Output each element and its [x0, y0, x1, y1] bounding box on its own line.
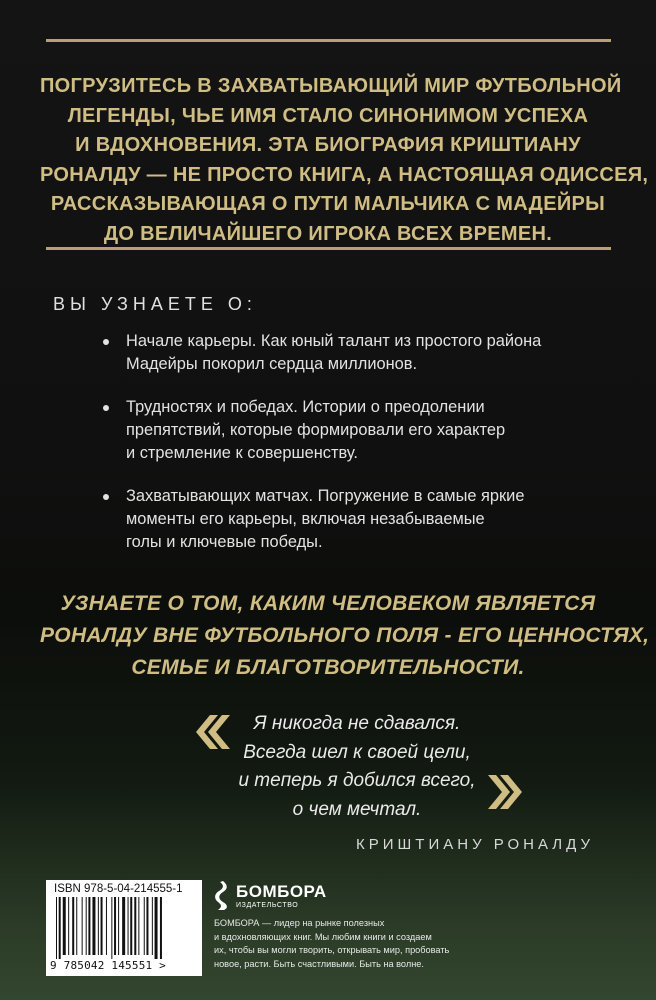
quote-line: и теперь я добился всего,: [238, 770, 476, 791]
barcode-bar: [146, 897, 148, 955]
isbn-number: ISBN 978-5-04-214555-1: [54, 883, 183, 895]
list-item-line: Мадейры покорил сердца миллионов.: [126, 355, 418, 373]
publisher-name: БОМБОРА: [236, 882, 327, 901]
intro-line: РОНАЛДУ — НЕ ПРОСТО КНИГА, А НАСТОЯЩАЯ ОДИССЕЯ,: [40, 163, 649, 186]
barcode-bar: [86, 897, 87, 955]
list-item: [103, 396, 603, 465]
barcode-bar: [114, 897, 116, 955]
callout-line: РОНАЛДУ ВНЕ ФУТБОЛЬНОГО ПОЛЯ - ЕГО ЦЕННОСТЯХ,: [40, 624, 650, 647]
barcode-digits: 9 785042 145551 >: [50, 959, 166, 972]
intro-line: И ВДОХНОВЕНИЯ. ЭТА БИОГРАФИЯ КРИШТИАНУ: [75, 134, 581, 156]
blurb-line: их, чтобы вы могли творить, открывать мир, пробовать: [214, 945, 450, 955]
quote-line: Всегда шел к своей цели,: [243, 741, 471, 763]
barcode-bar: [56, 897, 57, 959]
callout-text: [40, 588, 650, 684]
barcode-bar: [111, 897, 112, 959]
bullet-dot-icon: [103, 405, 109, 411]
quote-author: КРИШТИАНУ РОНАЛДУ: [356, 836, 594, 853]
barcode-bar: [122, 897, 125, 955]
publisher-blurb: [214, 917, 454, 971]
intro-paragraph: [40, 72, 649, 249]
blurb-line: БОМБОРА — лидер на рынке полезных: [214, 918, 385, 928]
blurb-line: новое, расти. Быть счастливыми. Быть на волне.: [214, 958, 424, 969]
top-gold-rule: [46, 39, 611, 42]
quote-line: о чем мечтал.: [292, 798, 422, 820]
barcode-bar: [68, 897, 69, 955]
quote-line: Я никогда не сдавался.: [253, 713, 461, 734]
barcode-bar: [63, 897, 66, 955]
list-item: [103, 485, 603, 554]
bullet-dot-icon: [103, 494, 109, 500]
barcode-bar: [98, 897, 99, 955]
list-item-line: Трудностях и победах. Истории о преодолении: [126, 398, 485, 416]
barcode-bar: [160, 897, 162, 959]
callout-line: СЕМЬЕ И БЛАГОТВОРИТЕЛЬНОСТИ.: [131, 656, 525, 679]
bombora-wave-logo-icon: [214, 880, 232, 910]
quote-close-icon: [488, 775, 522, 809]
learn-list: [103, 330, 603, 574]
intro-line: РАССКАЗЫВАЮЩАЯ О ПУТИ МАЛЬЧИКА С МАДЕЙРЫ: [50, 193, 606, 215]
barcode-bar: [130, 897, 132, 955]
quote-block: [222, 710, 492, 824]
barcode-box: [46, 880, 202, 976]
publisher-subtitle: ИЗДАТЕЛЬСТВО: [236, 902, 299, 909]
list-item-line: моменты его карьеры, включая незабываемые: [126, 510, 485, 528]
list-item-line: и стремление к совершенству.: [126, 444, 358, 462]
list-item-line: препятствий, которые формировали его характер: [126, 421, 506, 439]
barcode-bar: [82, 897, 83, 955]
learn-heading: ВЫ УЗНАЕТЕ О:: [53, 294, 257, 314]
bottom-gold-rule: [46, 247, 611, 250]
list-item-line: Начале карьеры. Как юный талант из простого района: [126, 332, 542, 350]
list-item: [103, 330, 603, 376]
bullet-dot-icon: [103, 339, 109, 345]
barcode-bar: [138, 897, 139, 955]
list-item-line: Захватывающих матчах. Погружение в самые яркие: [126, 487, 525, 505]
intro-line: ЛЕГЕНДЫ, ЧЬЕ ИМЯ СТАЛО СИНОНИМОМ УСПЕХА: [67, 104, 589, 127]
barcode-bar: [59, 897, 61, 959]
barcode-bar: [134, 897, 136, 955]
barcode-bar: [76, 897, 77, 955]
list-item-line: голы и ключевые победы.: [126, 533, 323, 551]
barcode-bar: [88, 897, 90, 955]
intro-line: ДО ВЕЛИЧАЙШЕГО ИГРОКА ВСЕХ ВРЕМЕН.: [103, 222, 553, 245]
barcode-bar: [106, 897, 107, 955]
barcode-bar: [72, 897, 74, 955]
barcode-bar: [152, 897, 153, 955]
blurb-line: и вдохновляющих книг. Мы любим книги и создаем: [214, 931, 432, 942]
barcode-bar: [118, 897, 119, 955]
barcode-bar: [92, 897, 95, 955]
intro-line: ПОГРУЗИТЕСЬ В ЗАХВАТЫВАЮЩИЙ МИР ФУТБОЛЬНОЙ: [40, 75, 622, 97]
barcode-bar: [144, 897, 145, 955]
barcode-bar: [101, 897, 103, 955]
callout-line: УЗНАЕТЕ О ТОМ, КАКИМ ЧЕЛОВЕКОМ ЯВЛЯЕТСЯ: [60, 592, 596, 615]
barcode-bar: [128, 897, 129, 955]
barcode-bar: [155, 897, 158, 959]
barcode-icon: [52, 897, 196, 959]
